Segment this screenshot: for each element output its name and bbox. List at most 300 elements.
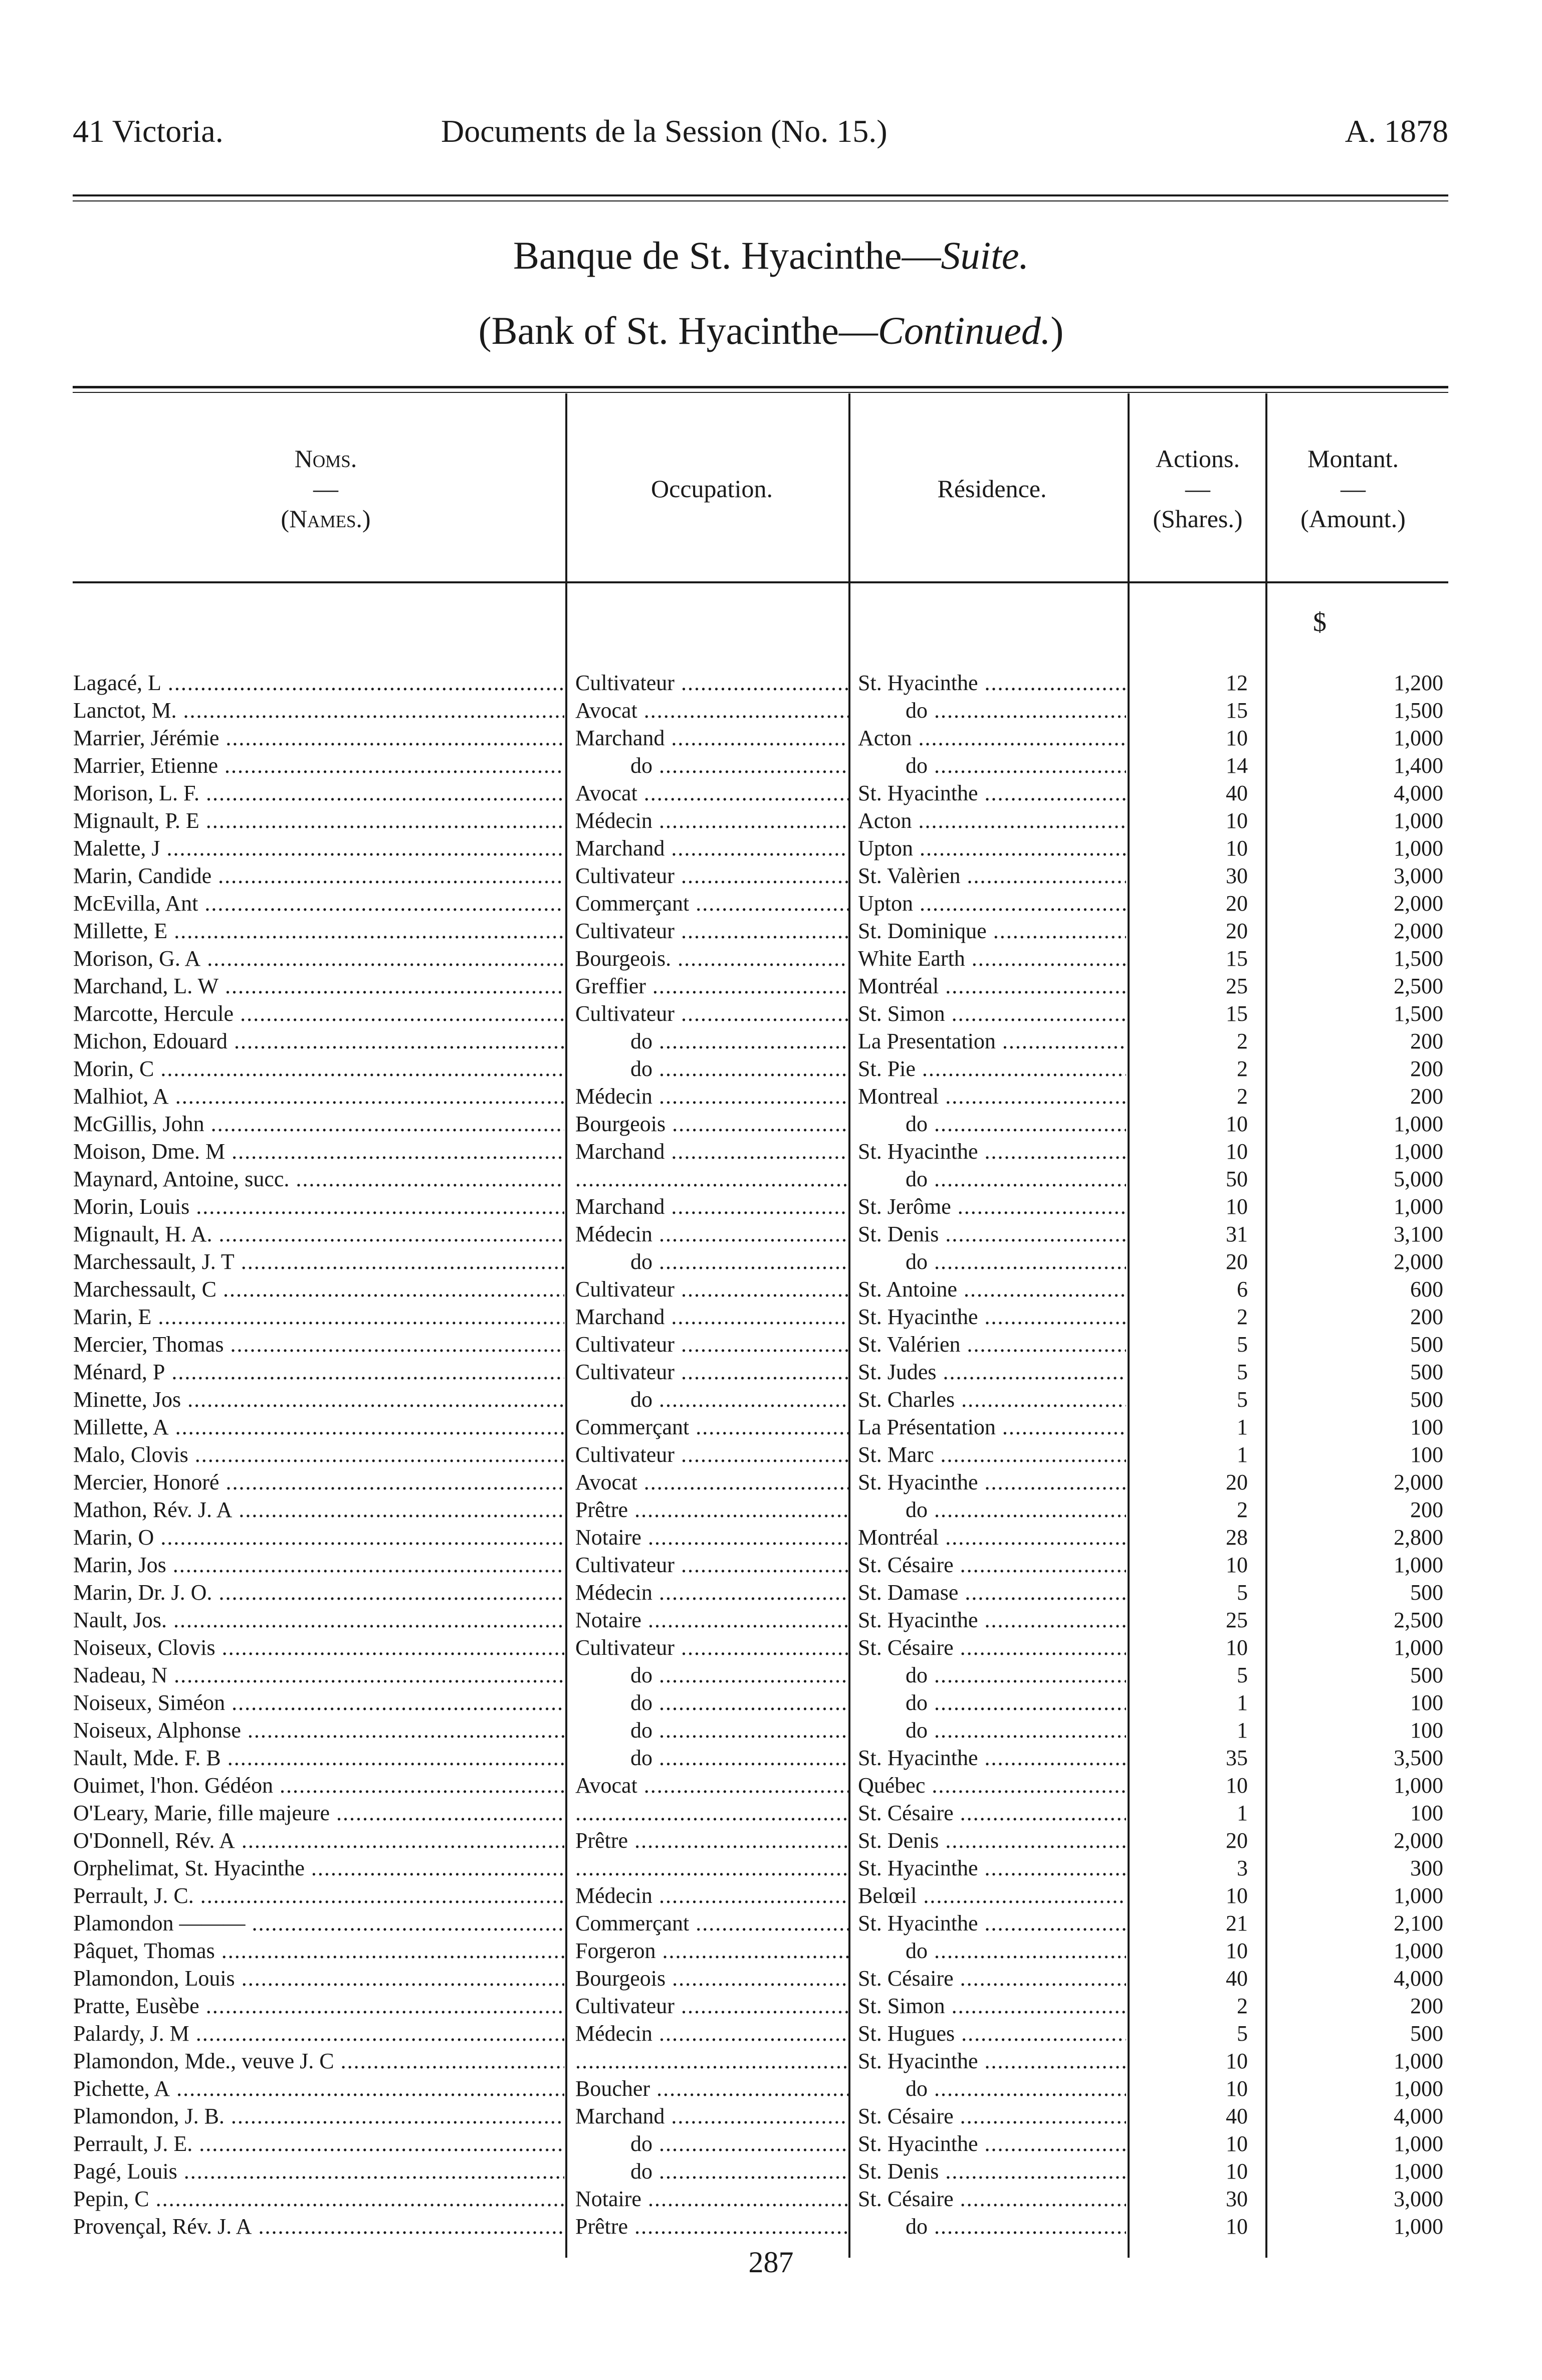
- cell-residence-text: St. Hyacinthe .....: [858, 1305, 1126, 1329]
- cell-name: [73, 1303, 564, 1331]
- cell-shares-text: 15: [1226, 946, 1248, 971]
- cell-occupation-text: Cultivateur .....: [575, 1994, 848, 2018]
- cell-residence: [858, 1827, 1126, 1854]
- cell-amount-text: 3,500: [1394, 1746, 1443, 1770]
- cell-residence: [858, 1799, 1126, 1827]
- cell-occupation: [575, 1303, 848, 1331]
- cell-occupation-text: Cultivateur .....: [575, 1635, 848, 1660]
- cell-occupation-text: do .....: [575, 2159, 848, 2184]
- cell-occupation-text: do .....: [575, 1029, 848, 1053]
- cell-amount-text: 1,500: [1394, 1001, 1443, 1026]
- cell-residence-text: St. Simon .....: [858, 1994, 1126, 2018]
- cell-amount-text: 4,000: [1394, 2104, 1443, 2128]
- cell-occupation-text: Avocat .....: [575, 781, 848, 805]
- table-row: [0, 2020, 1542, 2047]
- cell-amount: [1268, 2213, 1443, 2240]
- cell-shares-text: 31: [1226, 1222, 1248, 1246]
- cell-occupation-text: Boucher .....: [575, 2076, 848, 2101]
- cell-amount: [1268, 890, 1443, 917]
- cell-amount: [1268, 1524, 1443, 1551]
- cell-residence-text: Montréal .....: [858, 1525, 1126, 1550]
- cell-shares-text: 10: [1226, 1773, 1248, 1798]
- cell-occupation-text: Cultivateur .....: [575, 1442, 848, 1467]
- cell-occupation: [575, 2157, 848, 2185]
- table-row: [0, 1524, 1542, 1551]
- cell-name: [73, 807, 564, 834]
- cell-shares: [1135, 1992, 1248, 2020]
- cell-occupation: [575, 1496, 848, 1524]
- cell-occupation: [575, 1110, 848, 1138]
- cell-amount-text: 2,100: [1394, 1911, 1443, 1935]
- cell-residence-text: Acton .....: [858, 726, 1126, 750]
- cell-residence: [858, 1524, 1126, 1551]
- table-row: [0, 1358, 1542, 1386]
- cell-name: [73, 2102, 564, 2130]
- cell-occupation-text: Médecin .....: [575, 1084, 848, 1109]
- cell-shares: [1135, 1413, 1248, 1441]
- cell-occupation: [575, 862, 848, 890]
- cell-name-text: Marrier, Jérémie .....: [73, 726, 564, 750]
- cell-shares: [1135, 2102, 1248, 2130]
- cell-occupation-text: Cultivateur .....: [575, 1360, 848, 1384]
- cell-amount-text: 1,000: [1394, 808, 1443, 833]
- cell-name-text: Morison, G. A .....: [73, 946, 564, 971]
- running-head-center: Documents de la Session (No. 15.): [441, 113, 888, 149]
- cell-name-text: Morin, C .....: [73, 1056, 564, 1081]
- cell-name-text: Plamondon, Mde., veuve J. C .....: [73, 2049, 564, 2073]
- cell-shares: [1135, 724, 1248, 752]
- cell-name: [73, 1000, 564, 1027]
- cell-name: [73, 972, 564, 1000]
- cell-amount-text: 1,200: [1394, 671, 1443, 695]
- cell-shares: [1135, 697, 1248, 724]
- cell-name-text: Nadeau, N .....: [73, 1663, 564, 1687]
- cell-amount: [1268, 1827, 1443, 1854]
- cell-occupation: [575, 1689, 848, 1716]
- table-row: [0, 1138, 1542, 1165]
- cell-amount-text: 100: [1410, 1690, 1443, 1715]
- cell-amount-text: 1,000: [1394, 2131, 1443, 2156]
- cell-shares: [1135, 779, 1248, 807]
- cell-occupation-text: Commerçant .....: [575, 1911, 848, 1935]
- cell-shares: [1135, 1827, 1248, 1854]
- subtitle-close: ): [1050, 309, 1064, 352]
- cell-shares: [1135, 1689, 1248, 1716]
- cell-occupation: [575, 1524, 848, 1551]
- cell-occupation: [575, 1165, 848, 1193]
- cell-residence: [858, 1441, 1126, 1468]
- cell-amount-text: 1,000: [1394, 1139, 1443, 1164]
- cell-name: [73, 917, 564, 945]
- cell-residence-text: do .....: [858, 698, 1126, 723]
- cell-name-text: Ouimet, l'hon. Gédéon .....: [73, 1773, 564, 1798]
- cell-residence-text: St. Hyacinthe .....: [858, 781, 1126, 805]
- table-row: [0, 1992, 1542, 2020]
- cell-name: [73, 834, 564, 862]
- cell-name-text: Marin, Candide .....: [73, 863, 564, 888]
- cell-shares-text: 1: [1237, 1415, 1248, 1439]
- cell-occupation-text: Cultivateur .....: [575, 1001, 848, 1026]
- cell-name: [73, 1496, 564, 1524]
- table-row: [0, 669, 1542, 697]
- table-row: [0, 1496, 1542, 1524]
- cell-residence-text: St. Césaire .....: [858, 1801, 1126, 1825]
- cell-shares: [1135, 752, 1248, 779]
- cell-name: [73, 1882, 564, 1909]
- table-row: [0, 1110, 1542, 1138]
- cell-amount: [1268, 1248, 1443, 1275]
- cell-shares: [1135, 1275, 1248, 1303]
- cell-shares-text: 10: [1226, 808, 1248, 833]
- cell-shares: [1135, 1055, 1248, 1083]
- header-montant: Montant.: [1307, 445, 1399, 473]
- cell-occupation: [575, 1331, 848, 1358]
- cell-name-text: Marcotte, Hercule .....: [73, 1001, 564, 1026]
- cell-shares-text: 2: [1237, 1497, 1248, 1522]
- cell-amount-text: 1,000: [1394, 1553, 1443, 1577]
- cell-shares-text: 10: [1226, 726, 1248, 750]
- running-head-left: 41 Victoria.: [73, 113, 224, 149]
- cell-shares-text: 10: [1226, 1938, 1248, 1963]
- cell-occupation: [575, 1413, 848, 1441]
- cell-name-text: Plamondon, Louis .....: [73, 1966, 564, 1991]
- cell-shares-text: 2: [1237, 1994, 1248, 2018]
- cell-occupation: [575, 2185, 848, 2213]
- cell-amount-text: 1,000: [1394, 2076, 1443, 2101]
- cell-name-text: Marchand, L. W .....: [73, 974, 564, 998]
- cell-amount-text: 200: [1410, 1056, 1443, 1081]
- title-main-italic: Suite.: [941, 234, 1029, 277]
- cell-shares: [1135, 972, 1248, 1000]
- cell-residence: [858, 945, 1126, 972]
- cell-residence: [858, 1220, 1126, 1248]
- cell-shares-text: 30: [1226, 2187, 1248, 2211]
- table-row: [0, 2213, 1542, 2240]
- cell-residence-text: St. Hyacinthe .....: [858, 1856, 1126, 1880]
- cell-occupation: [575, 2213, 848, 2240]
- cell-name-text: Pichette, A .....: [73, 2076, 564, 2101]
- cell-shares-text: 10: [1226, 1883, 1248, 1908]
- cell-name-text: Mignault, P. E .....: [73, 808, 564, 833]
- cell-amount-text: 1,400: [1394, 753, 1443, 778]
- cell-name-text: Nault, Jos. .....: [73, 1608, 564, 1632]
- cell-name-text: Marin, Jos .....: [73, 1553, 564, 1577]
- cell-shares: [1135, 1193, 1248, 1220]
- cell-occupation-text: Cultivateur .....: [575, 1277, 848, 1302]
- cell-shares-text: 10: [1226, 2159, 1248, 2184]
- cell-amount-text: 1,500: [1394, 946, 1443, 971]
- cell-residence: [858, 1854, 1126, 1882]
- cell-occupation-text: Médecin .....: [575, 1222, 848, 1246]
- cell-residence: [858, 1689, 1126, 1716]
- cell-shares-text: 10: [1226, 1139, 1248, 1164]
- cell-occupation-text: Bourgeois .....: [575, 1966, 848, 1991]
- table-row: [0, 1854, 1542, 1882]
- cell-shares-text: 25: [1226, 974, 1248, 998]
- table-row: [0, 1468, 1542, 1496]
- cell-occupation: [575, 1468, 848, 1496]
- cell-name-text: Palardy, J. M .....: [73, 2021, 564, 2046]
- cell-name: [73, 1386, 564, 1413]
- cell-occupation: [575, 2047, 848, 2075]
- cell-occupation-text: [575, 1167, 848, 1191]
- cell-residence-text: do .....: [858, 1690, 1126, 1715]
- cell-residence-text: do .....: [858, 753, 1126, 778]
- cell-amount-text: 2,800: [1394, 1525, 1443, 1550]
- table-row: [0, 1799, 1542, 1827]
- cell-residence: [858, 1248, 1126, 1275]
- cell-name-text: Plamondon, J. B. .....: [73, 2104, 564, 2128]
- cell-residence-text: St. Denis .....: [858, 1828, 1126, 1853]
- cell-amount: [1268, 2047, 1443, 2075]
- table-row: [0, 1827, 1542, 1854]
- cell-name-text: Ménard, P .....: [73, 1360, 564, 1384]
- cell-occupation-text: Avocat .....: [575, 1470, 848, 1494]
- cell-residence: [858, 697, 1126, 724]
- cell-name: [73, 2075, 564, 2102]
- cell-residence: [858, 834, 1126, 862]
- cell-occupation: [575, 917, 848, 945]
- cell-amount: [1268, 1551, 1443, 1579]
- cell-shares-text: 20: [1226, 919, 1248, 943]
- cell-amount-text: 1,000: [1394, 1635, 1443, 1660]
- cell-name: [73, 1248, 564, 1275]
- cell-amount: [1268, 1083, 1443, 1110]
- cell-shares: [1135, 1386, 1248, 1413]
- cell-residence-text: St. Dominique .....: [858, 919, 1126, 943]
- cell-amount-text: 200: [1410, 1994, 1443, 2018]
- cell-shares: [1135, 1496, 1248, 1524]
- cell-shares: [1135, 1524, 1248, 1551]
- cell-amount: [1268, 1744, 1443, 1772]
- cell-name-text: Noiseux, Clovis .....: [73, 1635, 564, 1660]
- cell-name: [73, 2130, 564, 2157]
- cell-shares: [1135, 1468, 1248, 1496]
- table-row: [0, 945, 1542, 972]
- cell-residence: [858, 669, 1126, 697]
- cell-residence-text: do .....: [858, 1167, 1126, 1191]
- cell-residence-text: St. Hyacinthe .....: [858, 1139, 1126, 1164]
- cell-amount: [1268, 724, 1443, 752]
- cell-occupation-text: do .....: [575, 753, 848, 778]
- header-shares: [1130, 444, 1265, 534]
- cell-amount: [1268, 779, 1443, 807]
- cell-amount-text: 3,100: [1394, 1222, 1443, 1246]
- cell-shares: [1135, 1661, 1248, 1689]
- cell-name: [73, 1937, 564, 1965]
- cell-shares-text: 20: [1226, 1828, 1248, 1853]
- cell-amount: [1268, 1882, 1443, 1909]
- cell-occupation-text: Marchand .....: [575, 836, 848, 860]
- cell-amount-text: 500: [1410, 1360, 1443, 1384]
- cell-residence: [858, 724, 1126, 752]
- cell-name: [73, 752, 564, 779]
- table-row: [0, 1303, 1542, 1331]
- cell-occupation-text: Marchand .....: [575, 1305, 848, 1329]
- cell-amount-text: 200: [1410, 1029, 1443, 1053]
- cell-occupation: [575, 1193, 848, 1220]
- header-residence: Résidence.: [937, 475, 1047, 503]
- cell-name: [73, 1138, 564, 1165]
- cell-name-text: O'Leary, Marie, fille majeure .....: [73, 1801, 564, 1825]
- cell-residence-text: Acton .....: [858, 808, 1126, 833]
- cell-residence: [858, 890, 1126, 917]
- cell-residence: [858, 1909, 1126, 1937]
- cell-residence-text: do .....: [858, 1497, 1126, 1522]
- cell-amount: [1268, 1110, 1443, 1138]
- cell-amount-text: 500: [1410, 1580, 1443, 1605]
- cell-shares: [1135, 1220, 1248, 1248]
- cell-residence-text: St. Césaire .....: [858, 1635, 1126, 1660]
- cell-shares: [1135, 2157, 1248, 2185]
- cell-shares-text: 6: [1237, 1277, 1248, 1302]
- cell-name: [73, 1634, 564, 1661]
- cell-name: [73, 2213, 564, 2240]
- cell-residence: [858, 807, 1126, 834]
- cell-name: [73, 1524, 564, 1551]
- cell-residence-text: Upton .....: [858, 891, 1126, 916]
- cell-shares: [1135, 890, 1248, 917]
- cell-name-text: Moison, Dme. M .....: [73, 1139, 564, 1164]
- cell-occupation: [575, 945, 848, 972]
- cell-residence-text: St. Césaire .....: [858, 2187, 1126, 2211]
- cell-residence-text: St. Hyacinthe .....: [858, 1470, 1126, 1494]
- cell-amount-text: 600: [1410, 1277, 1443, 1302]
- cell-occupation: [575, 1441, 848, 1468]
- cell-shares: [1135, 945, 1248, 972]
- cell-occupation: [575, 972, 848, 1000]
- table-row: [0, 2157, 1542, 2185]
- cell-amount: [1268, 1138, 1443, 1165]
- cell-amount: [1268, 1965, 1443, 1992]
- cell-occupation-text: Cultivateur .....: [575, 863, 848, 888]
- cell-occupation-text: Cultivateur .....: [575, 1553, 848, 1577]
- cell-amount-text: 1,000: [1394, 1883, 1443, 1908]
- cell-occupation: [575, 1000, 848, 1027]
- cell-shares: [1135, 2213, 1248, 2240]
- cell-residence: [858, 1606, 1126, 1634]
- cell-name-text: Malo, Clovis .....: [73, 1442, 564, 1467]
- cell-shares-text: 10: [1226, 2076, 1248, 2101]
- cell-amount: [1268, 1331, 1443, 1358]
- cell-shares-text: 5: [1237, 1360, 1248, 1384]
- cell-shares-text: 40: [1226, 1966, 1248, 1991]
- header-amount: [1273, 444, 1433, 534]
- cell-name: [73, 1055, 564, 1083]
- table-row: [0, 1551, 1542, 1579]
- table-row: [0, 2185, 1542, 2213]
- cell-residence-text: La Presentation .....: [858, 1029, 1126, 1053]
- cell-occupation-text: Notaire .....: [575, 2187, 848, 2211]
- cell-name: [73, 1275, 564, 1303]
- cell-name: [73, 1965, 564, 1992]
- cell-residence-text: St. Hyacinthe .....: [858, 2049, 1126, 2073]
- cell-name-text: Orphelimat, St. Hyacinthe .....: [73, 1856, 564, 1880]
- table-row: [0, 2075, 1542, 2102]
- table-row: [0, 1083, 1542, 1110]
- cell-shares-text: 40: [1226, 2104, 1248, 2128]
- cell-residence-text: St. Valérien .....: [858, 1332, 1126, 1357]
- cell-name: [73, 1413, 564, 1441]
- cell-shares: [1135, 1937, 1248, 1965]
- cell-shares: [1135, 1882, 1248, 1909]
- cell-residence: [858, 1716, 1126, 1744]
- cell-shares: [1135, 1303, 1248, 1331]
- cell-amount-text: 1,500: [1394, 698, 1443, 723]
- cell-name-text: Mercier, Thomas .....: [73, 1332, 564, 1357]
- cell-occupation-text: Bourgeois. .....: [575, 946, 848, 971]
- table-row: [0, 724, 1542, 752]
- cell-name: [73, 1551, 564, 1579]
- cell-amount: [1268, 2130, 1443, 2157]
- cell-shares: [1135, 1083, 1248, 1110]
- cell-shares: [1135, 807, 1248, 834]
- cell-occupation: [575, 1772, 848, 1799]
- cell-occupation-text: do .....: [575, 1387, 848, 1412]
- cell-name: [73, 669, 564, 697]
- cell-amount-text: 200: [1410, 1305, 1443, 1329]
- table-top-rule-thin: [73, 392, 1448, 393]
- cell-amount: [1268, 1661, 1443, 1689]
- cell-amount: [1268, 1027, 1443, 1055]
- table-row: [0, 1689, 1542, 1716]
- cell-residence: [858, 1358, 1126, 1386]
- cell-residence-text: St. Césaire .....: [858, 1553, 1126, 1577]
- table-row: [0, 697, 1542, 724]
- table-row: [0, 1965, 1542, 1992]
- cell-name: [73, 1110, 564, 1138]
- cell-residence-text: La Présentation .....: [858, 1415, 1126, 1439]
- cell-amount: [1268, 1358, 1443, 1386]
- cell-occupation-text: do .....: [575, 1746, 848, 1770]
- cell-shares-text: 40: [1226, 781, 1248, 805]
- cell-amount: [1268, 2157, 1443, 2185]
- cell-occupation: [575, 1551, 848, 1579]
- cell-amount-text: 4,000: [1394, 781, 1443, 805]
- cell-shares-text: 10: [1226, 2214, 1248, 2239]
- cell-name: [73, 1193, 564, 1220]
- cell-shares: [1135, 1799, 1248, 1827]
- cell-amount-text: 200: [1410, 1497, 1443, 1522]
- cell-amount: [1268, 697, 1443, 724]
- cell-residence-text: do .....: [858, 2076, 1126, 2101]
- cell-shares-text: 10: [1226, 2049, 1248, 2073]
- cell-residence: [858, 752, 1126, 779]
- cell-shares: [1135, 917, 1248, 945]
- cell-occupation-text: Médecin .....: [575, 808, 848, 833]
- cell-residence-text: St. Denis .....: [858, 1222, 1126, 1246]
- cell-occupation-text: Marchand .....: [575, 1139, 848, 1164]
- cell-shares: [1135, 1579, 1248, 1606]
- cell-occupation: [575, 1854, 848, 1882]
- cell-shares: [1135, 1027, 1248, 1055]
- cell-occupation-text: Notaire .....: [575, 1525, 848, 1550]
- cell-amount: [1268, 807, 1443, 834]
- cell-name: [73, 1827, 564, 1854]
- cell-amount-text: 2,000: [1394, 1249, 1443, 1274]
- table-row: [0, 2102, 1542, 2130]
- table-row: [0, 1937, 1542, 1965]
- cell-shares-text: 14: [1226, 753, 1248, 778]
- table-row: [0, 1441, 1542, 1468]
- running-head: [73, 113, 1448, 158]
- cell-amount-text: 500: [1410, 1387, 1443, 1412]
- cell-shares-text: 20: [1226, 1470, 1248, 1494]
- cell-name: [73, 1165, 564, 1193]
- cell-residence: [858, 2185, 1126, 2213]
- cell-residence: [858, 1138, 1126, 1165]
- table-row: [0, 1744, 1542, 1772]
